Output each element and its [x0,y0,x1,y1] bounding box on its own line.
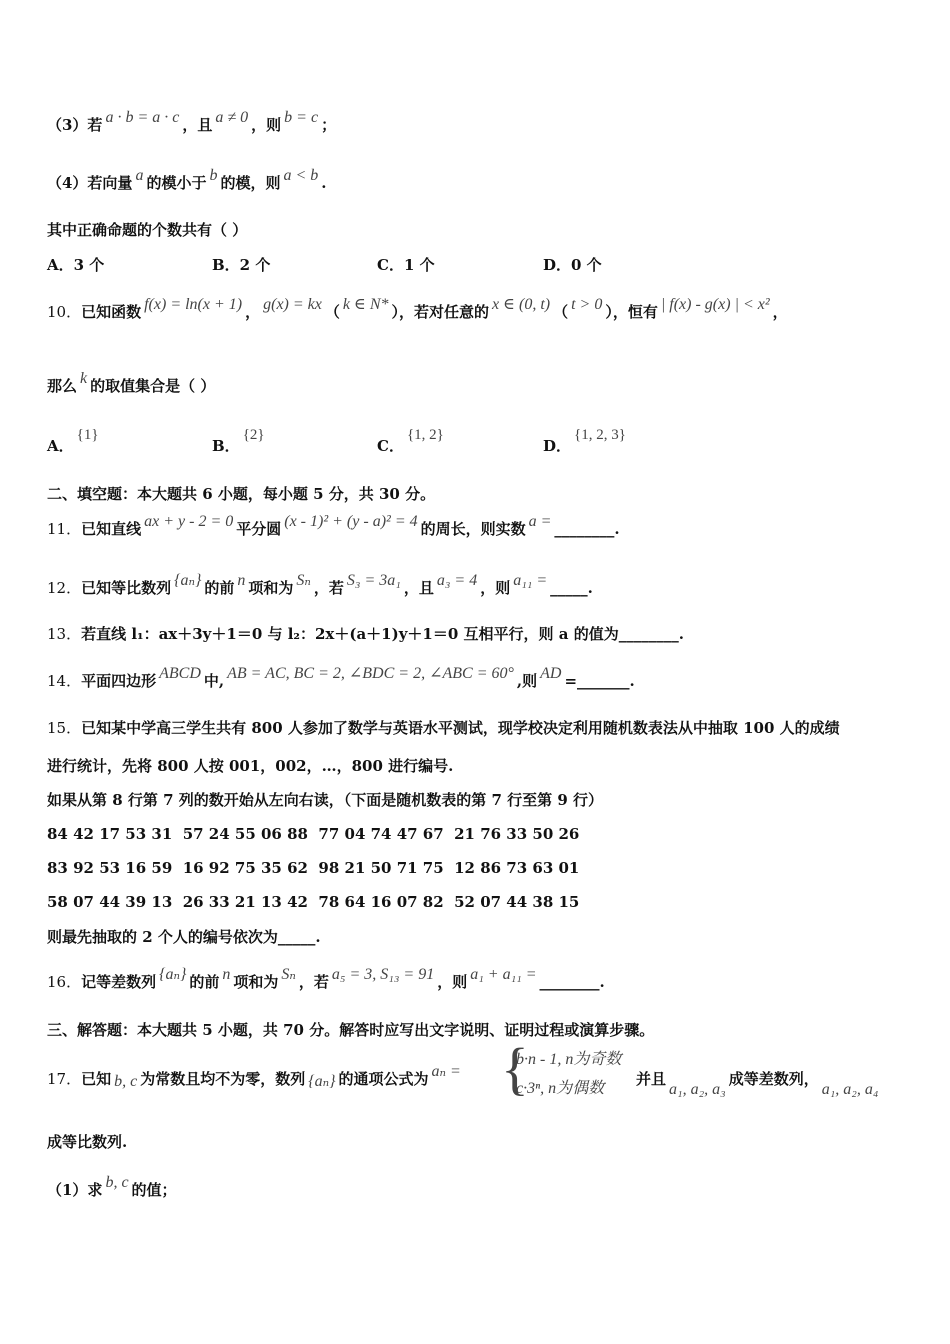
text: ），恒有 [605,303,658,321]
q10-line2 [47,370,216,397]
text: 成等差数列， [728,1070,819,1088]
math-expr: AD [540,665,562,682]
q11 [47,513,620,540]
math-expr: n [222,966,231,983]
text: 平面四边形 [81,672,157,690]
q16 [47,966,605,993]
q17-line1-tail [636,1069,881,1098]
math-expr: | f(x) - g(x) | < x² [660,296,770,313]
math-expr: aₙ = [431,1063,461,1080]
text: ,则 [516,672,538,690]
random-table-row: 58 07 44 39 13 26 33 21 13 42 78 64 16 07 82 52 07 44 38 15 [47,893,580,911]
text: 的值； [131,1181,177,1199]
text: 已知直线 [81,520,142,538]
math-expr: ABCD [159,665,201,682]
q17-sub1 [47,1174,177,1201]
q10-option-c [377,427,447,457]
question-number: 10． [47,303,82,321]
question-number: 16． [47,973,82,991]
q12 [47,572,593,599]
text: （ [553,303,569,321]
text: 项和为 [233,973,279,991]
text: 的模，则 [220,174,281,192]
piecewise-case-even: c·3ⁿ, n为偶数 [516,1080,605,1097]
math-expr: k ∈ N* [342,296,389,313]
math-expr: t > 0 [571,296,603,313]
math-expr: k [80,370,88,387]
q9-option-a: A．3 个 [47,256,105,274]
math-expr: a₁ + a₁₁ = [470,966,537,983]
text: ，若 [313,579,344,597]
math-expr: {aₙ} [159,966,187,983]
math-expr: b, c [114,1073,138,1090]
question-number: 17． [47,1070,82,1088]
q10-option-a [47,427,102,457]
q9-option-d: D．0 个 [543,256,602,274]
text: 项和为 [248,579,294,597]
q17-line1 [47,1063,464,1090]
q9-question: 其中正确命题的个数共有（ ） [47,221,248,239]
option-value: {1, 2} [406,427,444,443]
text: 已知 [81,1070,112,1088]
text: ， [772,303,788,321]
math-expr: x ∈ (0, t) [492,296,551,313]
answer-blank: =_______. [564,672,635,690]
q17-line2: 成等比数列. [47,1133,128,1151]
question-number: 11． [47,520,82,538]
text: ，若 [298,973,329,991]
math-expr: {aₙ} [174,572,202,589]
question-number: 13． [47,625,82,643]
option-label: C． [377,437,404,455]
option-value: {1} [76,427,99,443]
q15-answer: 则最先抽取的 2 个人的编号依次为_____. [47,928,321,946]
math-expr: f(x) = ln(x + 1) [144,296,243,313]
text: ，则 [480,579,511,597]
math-expr: g(x) = kx [263,296,322,313]
text: ； [321,116,337,134]
text: （ [324,303,340,321]
math-expr: Sₙ [281,966,296,983]
text: 中, [203,672,225,690]
math-expr: (x - 1)² + (y - a)² = 4 [284,513,418,530]
text: 的前 [189,973,220,991]
math-expr: a ≠ 0 [215,109,249,126]
item-label: （3）若 [47,116,103,134]
piecewise-case-odd: b·n - 1, n为奇数 [516,1051,622,1068]
q15-line2: 进行统计，先将 800 人按 001，002，…，800 进行编号. [47,757,454,775]
q10-option-b [212,427,268,457]
text: 已知某中学高三学生共有 800 人参加了数学与英语水平测试，现学校决定利用随机数表法从中抽取 100 人的成绩 [81,719,840,737]
q9-item4 [47,167,327,194]
math-expr: a < b [283,167,319,184]
section-heading-fill-in: 二、填空题：本大题共 6 小题，每小题 5 分，共 30 分。 [47,485,436,503]
math-expr: b [209,167,218,184]
math-expr: a₃ = 4 [436,572,478,589]
option-label: B． [212,437,240,455]
math-expr: n [237,572,246,589]
text: 并且 [636,1070,667,1088]
math-expr: a = [528,513,552,530]
text: 已知等比数列 [81,579,172,597]
answer-blank: ________. [539,973,605,991]
text: ，则 [437,973,468,991]
text: 的周长，则实数 [420,520,526,538]
text: . [321,174,327,192]
option-value: {2} [242,427,265,443]
math-expr: {aₙ} [308,1073,336,1090]
question-number: 15． [47,719,82,737]
q14 [47,665,635,692]
math-expr: Sₙ [296,572,311,589]
answer-blank: _____. [550,579,593,597]
math-expr: a₁, a₂, a₃ [669,1081,726,1098]
math-expr: ax + y - 2 = 0 [144,513,234,530]
text: 的取值集合是（ ） [90,377,216,395]
text: ，则 [251,116,282,134]
random-table-row: 84 42 17 53 31 57 24 55 06 88 77 04 74 47 67 21 76 33 50 26 [47,825,580,843]
option-label: A． [47,437,74,455]
question-number: 12． [47,579,82,597]
q10-option-d [543,427,629,457]
section-heading-solutions: 三、解答题：本大题共 5 小题，共 70 分。解答时应写出文字说明、证明过程或演算步骤。 [47,1021,655,1039]
math-expr: S₃ = 3a₁ [346,572,401,589]
math-expr: a · b = a · c [105,109,180,126]
q13 [47,624,684,644]
text: （1）求 [47,1181,103,1199]
text: ， [245,303,261,321]
text: ），若对任意的 [391,303,490,321]
math-expr: a₅ = 3, S₁₃ = 91 [331,966,435,983]
math-expr: b, c [105,1174,129,1191]
text: 记等差数列 [81,973,157,991]
option-label: D． [543,437,572,455]
piecewise-brace: { [501,1036,529,1101]
math-expr: a₁₁ = [513,572,548,589]
math-expr: AB = AC, BC = 2, ∠BDC = 2, ∠ABC = 60° [227,665,514,682]
answer-blank: ________. [554,520,620,538]
q9-option-c: C．1 个 [377,256,435,274]
text: 的前 [204,579,235,597]
text: ，且 [403,579,434,597]
q9-option-b: B．2 个 [212,256,271,274]
text: 那么 [47,377,78,395]
question-number: 14． [47,672,82,690]
option-value: {1, 2, 3} [574,427,626,443]
text: 平分圆 [236,520,282,538]
text: 已知函数 [81,303,142,321]
item-label: （4）若向量 [47,174,133,192]
text: 的模小于 [146,174,207,192]
math-expr: a₁, a₂, a₄ [821,1081,879,1098]
q9-item3 [47,109,337,136]
math-expr: a [135,167,144,184]
random-table-row: 83 92 53 16 59 16 92 75 35 62 98 21 50 71 75 12 86 73 63 01 [47,859,580,877]
q10-line1 [47,296,788,323]
q15-line3: 如果从第 8 行第 7 列的数开始从左向右读，（下面是随机数表的第 7 行至第 9 行） [47,791,604,809]
text: ，且 [182,116,213,134]
text: 的通项公式为 [338,1070,429,1088]
text: 为常数且均不为零，数列 [140,1070,306,1088]
text: 若直线 l₁：ax＋3y＋1＝0 与 l₂：2x＋(a＋1)y＋1＝0 互相平行，则 a 的值为________. [81,625,684,643]
math-expr: b = c [284,109,319,126]
q15-line1 [47,718,840,738]
